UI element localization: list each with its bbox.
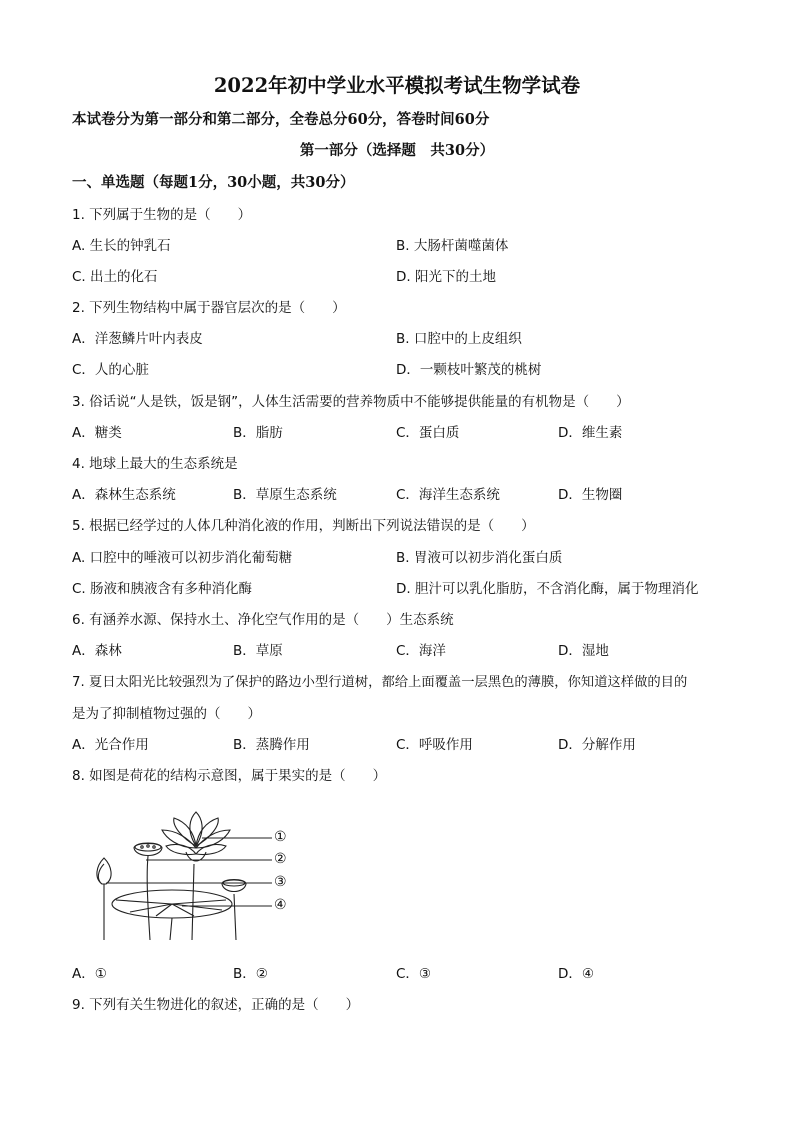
figure-label-3: ③ [274, 874, 287, 890]
question-8-option-b: B．② [233, 966, 268, 982]
question-3-stem: 3. 俗话说“人是铁，饭是钢”，人体生活需要的营养物质中不能够提供能量的有机物是（ ） [72, 394, 630, 410]
part-heading: 第一部分（选择题 共30分） [299, 142, 495, 159]
question-1-option-d: D. 阳光下的土地 [396, 269, 496, 285]
question-4-option-b: B．草原生态系统 [233, 487, 337, 503]
question-2-stem: 2. 下列生物结构中属于器官层次的是（ ） [72, 300, 346, 316]
question-4-option-a: A．森林生态系统 [72, 487, 176, 503]
exam-intro: 本试卷分为第一部分和第二部分，全卷总分60分，答卷时间60分 [72, 111, 490, 128]
page-title: 2022年初中学业水平模拟考试生物学试卷 [213, 74, 581, 97]
question-1-option-a: A. 生长的钟乳石 [72, 238, 171, 254]
question-6-option-d: D．湿地 [558, 643, 609, 659]
question-3-option-d: D．维生素 [558, 425, 623, 441]
question-4-option-c: C．海洋生态系统 [396, 487, 500, 503]
question-8-option-d: D．④ [558, 966, 594, 982]
lotus-structure-diagram [86, 808, 306, 944]
question-9-stem: 9. 下列有关生物进化的叙述，正确的是（ ） [72, 997, 360, 1013]
question-7-option-b: B．蒸腾作用 [233, 737, 310, 753]
lotus-leaf [112, 890, 232, 940]
question-5-option-c: C. 肠液和胰液含有多种消化酶 [72, 581, 253, 597]
question-8-stem: 8. 如图是荷花的结构示意图，属于果实的是（ ） [72, 768, 387, 784]
question-2-option-c: C．人的心脏 [72, 362, 149, 378]
question-5-option-b: B. 胃液可以初步消化蛋白质 [396, 550, 563, 566]
question-8-option-a: A．① [72, 966, 107, 982]
question-5-option-a: A. 口腔中的唾液可以初步消化葡萄糖 [72, 550, 293, 566]
lotus-small-pod [222, 880, 246, 941]
figure-label-2: ② [274, 851, 287, 867]
question-1-stem: 1. 下列属于生物的是（ ） [72, 207, 252, 223]
question-2-option-b: B. 口腔中的上皮组织 [396, 331, 522, 347]
section-heading: 一、单选题（每题1分，30小题，共30分） [72, 174, 355, 191]
question-6-option-c: C．海洋 [396, 643, 446, 659]
question-5-option-d: D. 胆汁可以乳化脂肪，不含消化酶，属于物理消化 [396, 581, 699, 597]
lotus-bud [97, 858, 111, 940]
question-1-option-b: B. 大肠杆菌噬菌体 [396, 238, 509, 254]
question-3-option-a: A．糖类 [72, 425, 122, 441]
question-6-option-b: B．草原 [233, 643, 283, 659]
question-7-stem: 7. 夏日太阳光比较强烈为了保护的路边小型行道树，都给上面覆盖一层黑色的薄膜，你知道这样做的目的 [72, 675, 688, 690]
question-2-option-d: D．一颗枝叶繁茂的桃树 [396, 362, 542, 378]
question-8-option-c: C．③ [396, 966, 432, 982]
question-7-stem-continued: 是为了抑制植物过强的（ ） [72, 706, 261, 722]
question-6-stem: 6. 有涵养水源、保持水土、净化空气作用的是（ ）生态系统 [72, 612, 454, 628]
question-7-option-d: D．分解作用 [558, 737, 636, 753]
question-7-option-c: C．呼吸作用 [396, 737, 473, 753]
question-3-option-b: B．脂肪 [233, 425, 283, 441]
question-1-option-c: C. 出土的化石 [72, 269, 158, 285]
question-2-option-a: A．洋葱鳞片叶内表皮 [72, 331, 203, 347]
question-7-option-a: A．光合作用 [72, 737, 149, 753]
question-6-option-a: A．森林 [72, 643, 122, 659]
figure-label-4: ④ [274, 897, 287, 913]
question-4-option-d: D．生物圈 [558, 487, 623, 503]
question-5-stem: 5. 根据已经学过的人体几种消化液的作用，判断出下列说法错误的是（ ） [72, 518, 535, 534]
figure-label-1: ① [274, 829, 287, 845]
question-3-option-c: C．蛋白质 [396, 425, 460, 441]
question-4-stem: 4. 地球上最大的生态系统是 [72, 456, 238, 472]
